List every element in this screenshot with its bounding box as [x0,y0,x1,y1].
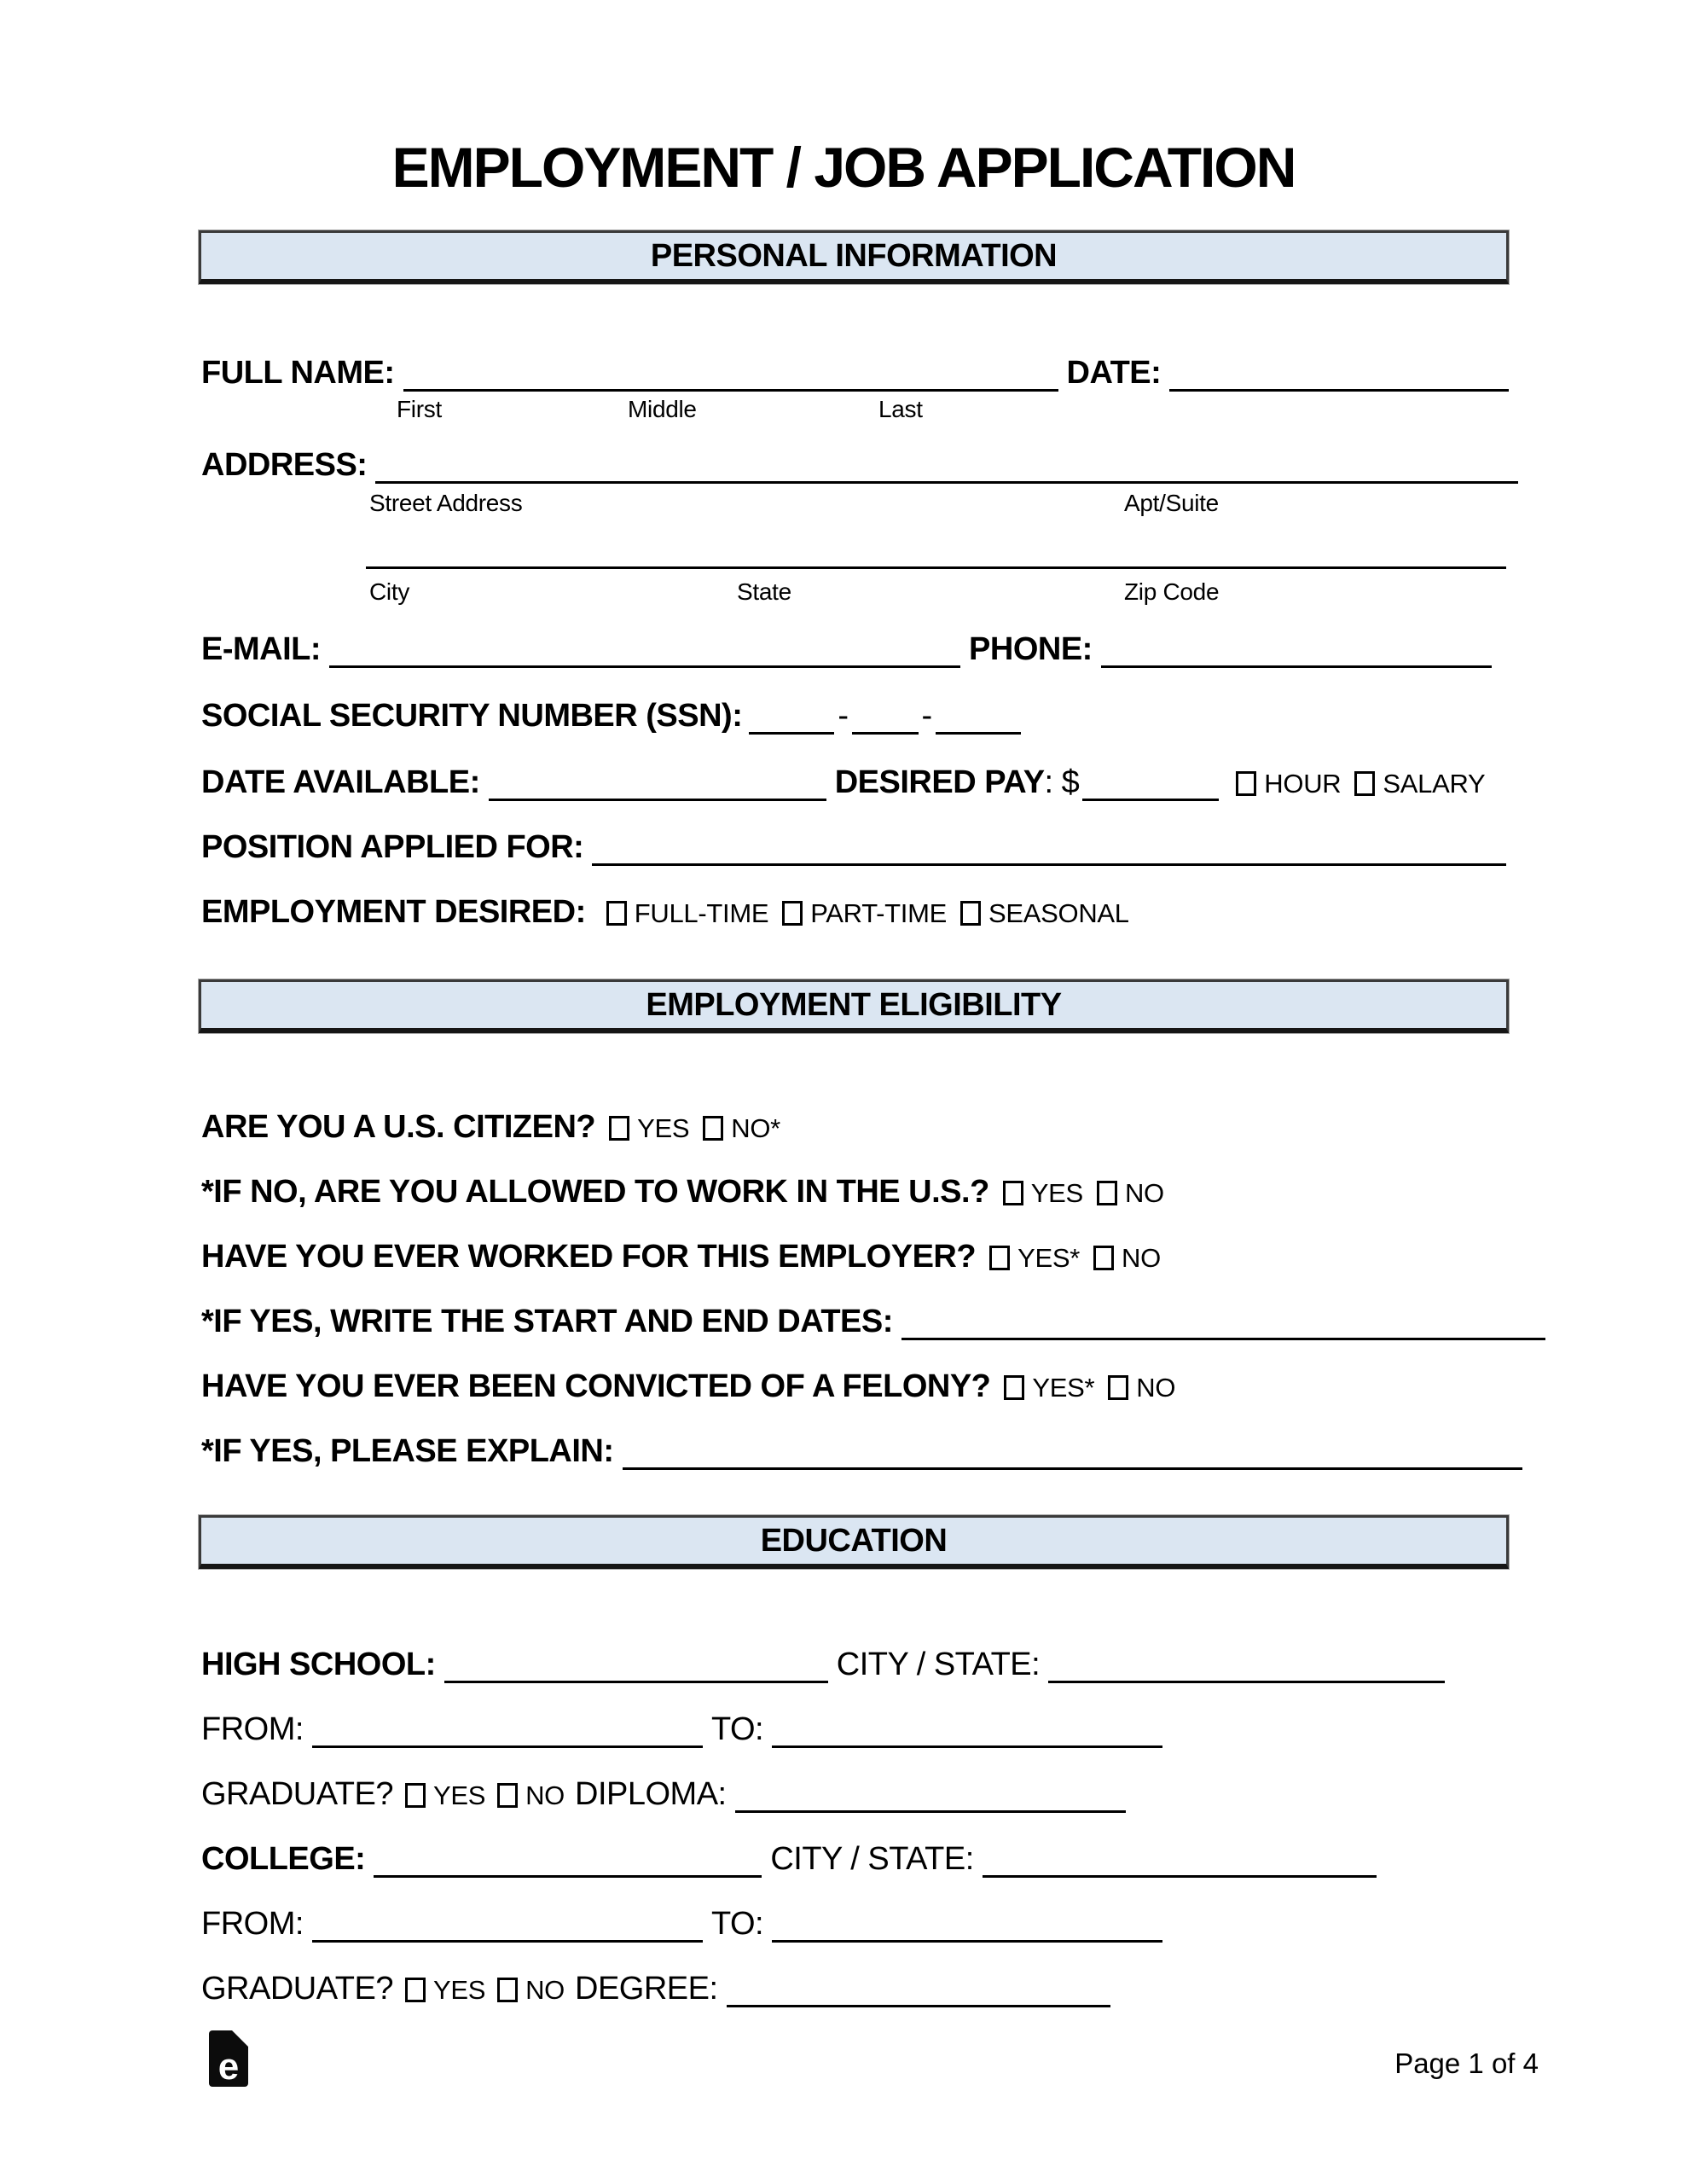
hs-graduate-yes-checkbox[interactable] [405,1783,426,1808]
high-school-input-line[interactable] [444,1655,828,1683]
position-applied-row [201,828,1515,867]
worked-before-question-label: HAVE YOU EVER WORKED FOR THIS EMPLOYER? [201,1239,977,1275]
high-school-label: HIGH SCHOOL: [201,1647,436,1682]
college-graduate-no-label: NO [525,1975,565,2005]
hs-city-state-input-line[interactable] [1048,1655,1445,1683]
hs-graduate-yes-label: YES [432,1780,486,1810]
college-graduate-no-checkbox[interactable] [497,1978,518,2002]
middle-sublabel: Middle [628,396,697,422]
position-applied-input-line[interactable] [592,838,1506,866]
ssn-row [201,696,1024,735]
college-row [201,1839,1385,1879]
felony-question-label: HAVE YOU EVER BEEN CONVICTED OF A FELONY? [201,1368,991,1404]
citizen-no-label: NO* [731,1113,780,1143]
last-sublabel: Last [878,396,923,422]
felony-yes-label: YES* [1032,1373,1095,1403]
ssn-part1-input-line[interactable] [749,706,834,735]
allowed-no-label: NO [1124,1178,1164,1208]
start-end-dates-input-line[interactable] [901,1312,1545,1340]
full-name-input-line[interactable] [403,363,1058,392]
salary-checkbox[interactable] [1354,771,1375,796]
college-to-label: TO: [710,1906,764,1942]
date-label: DATE: [1066,355,1162,391]
email-input-line[interactable] [329,640,960,668]
city-sublabel: City [369,578,410,605]
hs-to-input-line[interactable] [772,1720,1162,1748]
eforms-logo [209,2030,248,2087]
hour-checkbox[interactable] [1236,771,1256,796]
date-available-desired-pay-row [201,763,1485,804]
full-time-checkbox[interactable] [606,901,627,926]
hs-city-state-label: CITY / STATE: [836,1647,1041,1682]
citizen-no-checkbox[interactable] [703,1116,723,1141]
section-header-personal-information: PERSONAL INFORMATION [199,230,1509,284]
worked-yes-checkbox[interactable] [989,1246,1010,1270]
full-time-option-label: FULL-TIME [634,898,769,928]
phone-input-line[interactable] [1101,640,1492,668]
date-available-input-line[interactable] [489,773,826,801]
college-graduate-yes-checkbox[interactable] [405,1978,426,2002]
email-phone-row [201,630,1500,669]
college-dates-row [201,1904,1171,1943]
hs-graduate-no-label: NO [525,1780,565,1810]
full-name-row [201,353,1517,392]
citizen-yes-label: YES [637,1113,690,1143]
hs-from-label: FROM: [201,1711,304,1747]
allowed-yes-checkbox[interactable] [1003,1181,1023,1205]
college-graduate-yes-label: YES [432,1975,486,2005]
felony-no-label: NO [1136,1373,1176,1403]
hs-to-label: TO: [710,1711,764,1747]
section-header-employment-eligibility: EMPLOYMENT ELIGIBILITY [199,979,1509,1033]
college-city-state-input-line[interactable] [983,1850,1377,1878]
college-input-line[interactable] [374,1850,762,1878]
desired-pay-dollar-prefix: : $ [1044,764,1080,800]
page-title: EMPLOYMENT / JOB APPLICATION [391,136,1296,199]
employment-desired-label: EMPLOYMENT DESIRED: [201,894,586,930]
ssn-label: SOCIAL SECURITY NUMBER (SSN): [201,698,743,734]
high-school-graduate-row [201,1774,1134,1815]
worked-yes-label: YES* [1017,1243,1080,1273]
felony-question-row [201,1367,1175,1408]
college-city-state-label: CITY / STATE: [770,1841,974,1877]
hs-graduate-no-checkbox[interactable] [497,1783,518,1808]
seasonal-option-label: SEASONAL [988,898,1129,928]
part-time-checkbox[interactable] [782,901,803,926]
felony-no-checkbox[interactable] [1108,1375,1128,1400]
document-fold-icon [231,2030,249,2048]
worked-before-question-row [201,1237,1161,1278]
address-row [201,445,1527,485]
allowed-no-checkbox[interactable] [1097,1181,1117,1205]
college-graduate-label: GRADUATE? [201,1971,393,2007]
allowed-yes-label: YES [1030,1178,1083,1208]
ssn-part2-input-line[interactable] [852,706,919,735]
position-applied-label: POSITION APPLIED FOR: [201,829,584,865]
college-label: COLLEGE: [201,1841,366,1877]
citizen-yes-checkbox[interactable] [609,1116,629,1141]
high-school-dates-row [201,1710,1171,1749]
felony-explain-input-line[interactable] [623,1442,1522,1470]
high-school-row [201,1645,1453,1684]
worked-no-checkbox[interactable] [1093,1246,1114,1270]
ssn-part3-input-line[interactable] [936,706,1021,735]
apt-suite-sublabel: Apt/Suite [1124,490,1219,516]
start-end-dates-row [201,1302,1554,1341]
worked-no-label: NO [1121,1243,1161,1273]
allowed-to-work-question-label: *IF NO, ARE YOU ALLOWED TO WORK IN THE U.S.? [201,1174,989,1210]
first-sublabel: First [397,396,442,422]
seasonal-checkbox[interactable] [960,901,981,926]
hs-from-input-line[interactable] [312,1720,703,1748]
date-input-line[interactable] [1169,363,1509,392]
college-from-input-line[interactable] [312,1914,703,1943]
city-state-zip-input-line[interactable] [366,566,1506,569]
citizen-question-label: ARE YOU A U.S. CITIZEN? [201,1109,596,1145]
zip-code-sublabel: Zip Code [1124,578,1220,605]
diploma-input-line[interactable] [735,1785,1126,1813]
section-header-education: EDUCATION [199,1515,1509,1569]
degree-input-line[interactable] [727,1979,1110,2007]
degree-label: DEGREE: [575,1971,718,2007]
date-available-label: DATE AVAILABLE: [201,764,480,800]
street-address-sublabel: Street Address [369,490,523,516]
college-to-input-line[interactable] [772,1914,1162,1943]
felony-yes-checkbox[interactable] [1004,1375,1024,1400]
desired-pay-input-line[interactable] [1082,773,1219,801]
ssn-separator-2: - [921,698,932,734]
state-sublabel: State [737,578,791,605]
email-label: E-MAIL: [201,631,322,667]
hour-option-label: HOUR [1264,769,1342,799]
phone-label: PHONE: [969,631,1093,667]
desired-pay-label: DESIRED PAY [834,764,1045,800]
page-number: Page 1 of 4 [1394,2048,1539,2079]
start-end-dates-label: *IF YES, WRITE THE START AND END DATES: [201,1304,893,1339]
college-from-label: FROM: [201,1906,304,1942]
street-address-input-line[interactable] [375,456,1518,484]
employment-desired-row [201,892,1129,933]
allowed-to-work-question-row [201,1172,1164,1213]
college-graduate-row [201,1969,1119,2010]
part-time-option-label: PART-TIME [810,898,948,928]
citizen-question-row [201,1107,780,1148]
felony-explain-row [201,1432,1531,1471]
address-label: ADDRESS: [201,447,368,483]
diploma-label: DIPLOMA: [575,1776,727,1812]
eforms-logo-letter: e [217,2046,240,2088]
hs-graduate-label: GRADUATE? [201,1776,393,1812]
full-name-label: FULL NAME: [201,355,395,391]
ssn-separator-1: - [838,698,849,734]
salary-option-label: SALARY [1383,769,1486,799]
felony-explain-label: *IF YES, PLEASE EXPLAIN: [201,1433,614,1469]
